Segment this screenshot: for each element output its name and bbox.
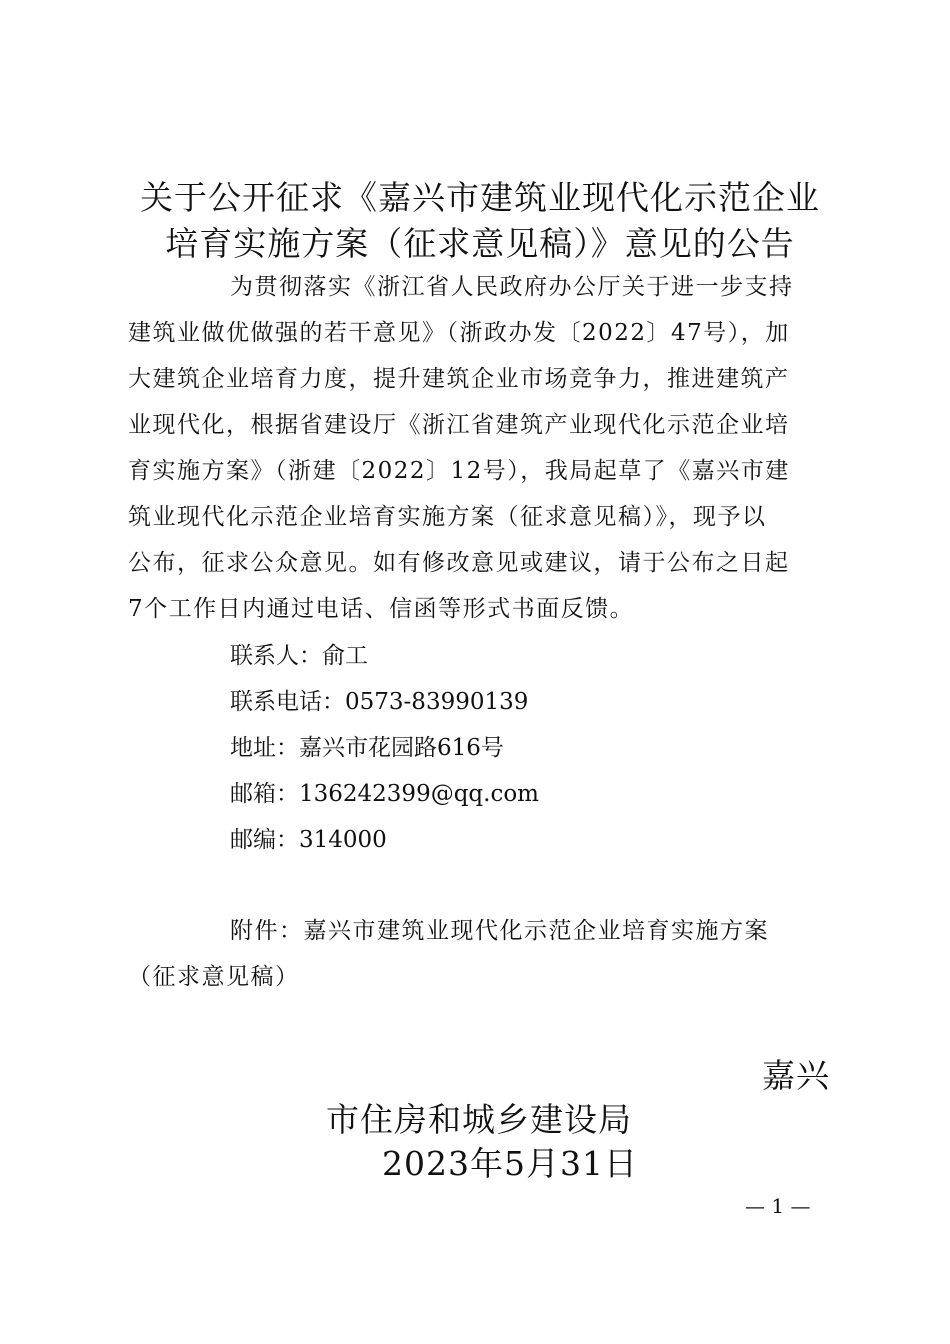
body-paragraph-line-7: 公布，征求公众意见。如有修改意见或建议，请于公布之日起	[128, 550, 790, 576]
body-paragraph-line-1: 为贯彻落实《浙江省人民政府办公厅关于进一步支持	[230, 274, 794, 300]
document-title-line-2: 培育实施方案（征求意见稿）》意见的公告	[165, 224, 795, 263]
body-paragraph-line-8: 7个工作日内通过电话、信函等形式书面反馈。	[128, 596, 635, 622]
contact-address: 地址：嘉兴市花园路616号	[230, 735, 504, 761]
page-number: — 1 —	[745, 1194, 811, 1218]
contact-email: 邮箱：136242399@qq.com	[230, 781, 539, 807]
body-paragraph-line-5: 育实施方案》（浙建〔2022〕12号），我局起草了《嘉兴市建	[128, 458, 790, 484]
signature-date: 2023年5月31日	[382, 1144, 638, 1183]
attachment-line-2: （征求意见稿）	[128, 964, 300, 990]
body-paragraph-line-6: 筑业现代化示范企业培育实施方案（征求意见稿）》，现予以	[128, 504, 767, 530]
contact-phone: 联系电话：0573-83990139	[230, 689, 529, 715]
contact-postcode: 邮编：314000	[230, 827, 387, 853]
body-paragraph-line-4: 业现代化，根据省建设厅《浙江省建筑产业现代化示范企业培	[128, 412, 790, 438]
document-title-line-1: 关于公开征求《嘉兴市建筑业现代化示范企业	[140, 178, 820, 217]
body-paragraph-line-3: 大建筑企业培育力度，提升建筑企业市场竞争力，推进建筑产	[128, 366, 790, 392]
signature-org-part-2: 市住房和城乡建设局	[326, 1100, 632, 1139]
attachment-line-1: 附件：嘉兴市建筑业现代化示范企业培育实施方案	[230, 918, 769, 944]
contact-person: 联系人：俞工	[230, 643, 368, 669]
signature-org-part-1: 嘉兴	[762, 1056, 830, 1095]
body-paragraph-line-2: 建筑业做优做强的若干意见》（浙政办发〔2022〕47号），加	[128, 320, 790, 346]
